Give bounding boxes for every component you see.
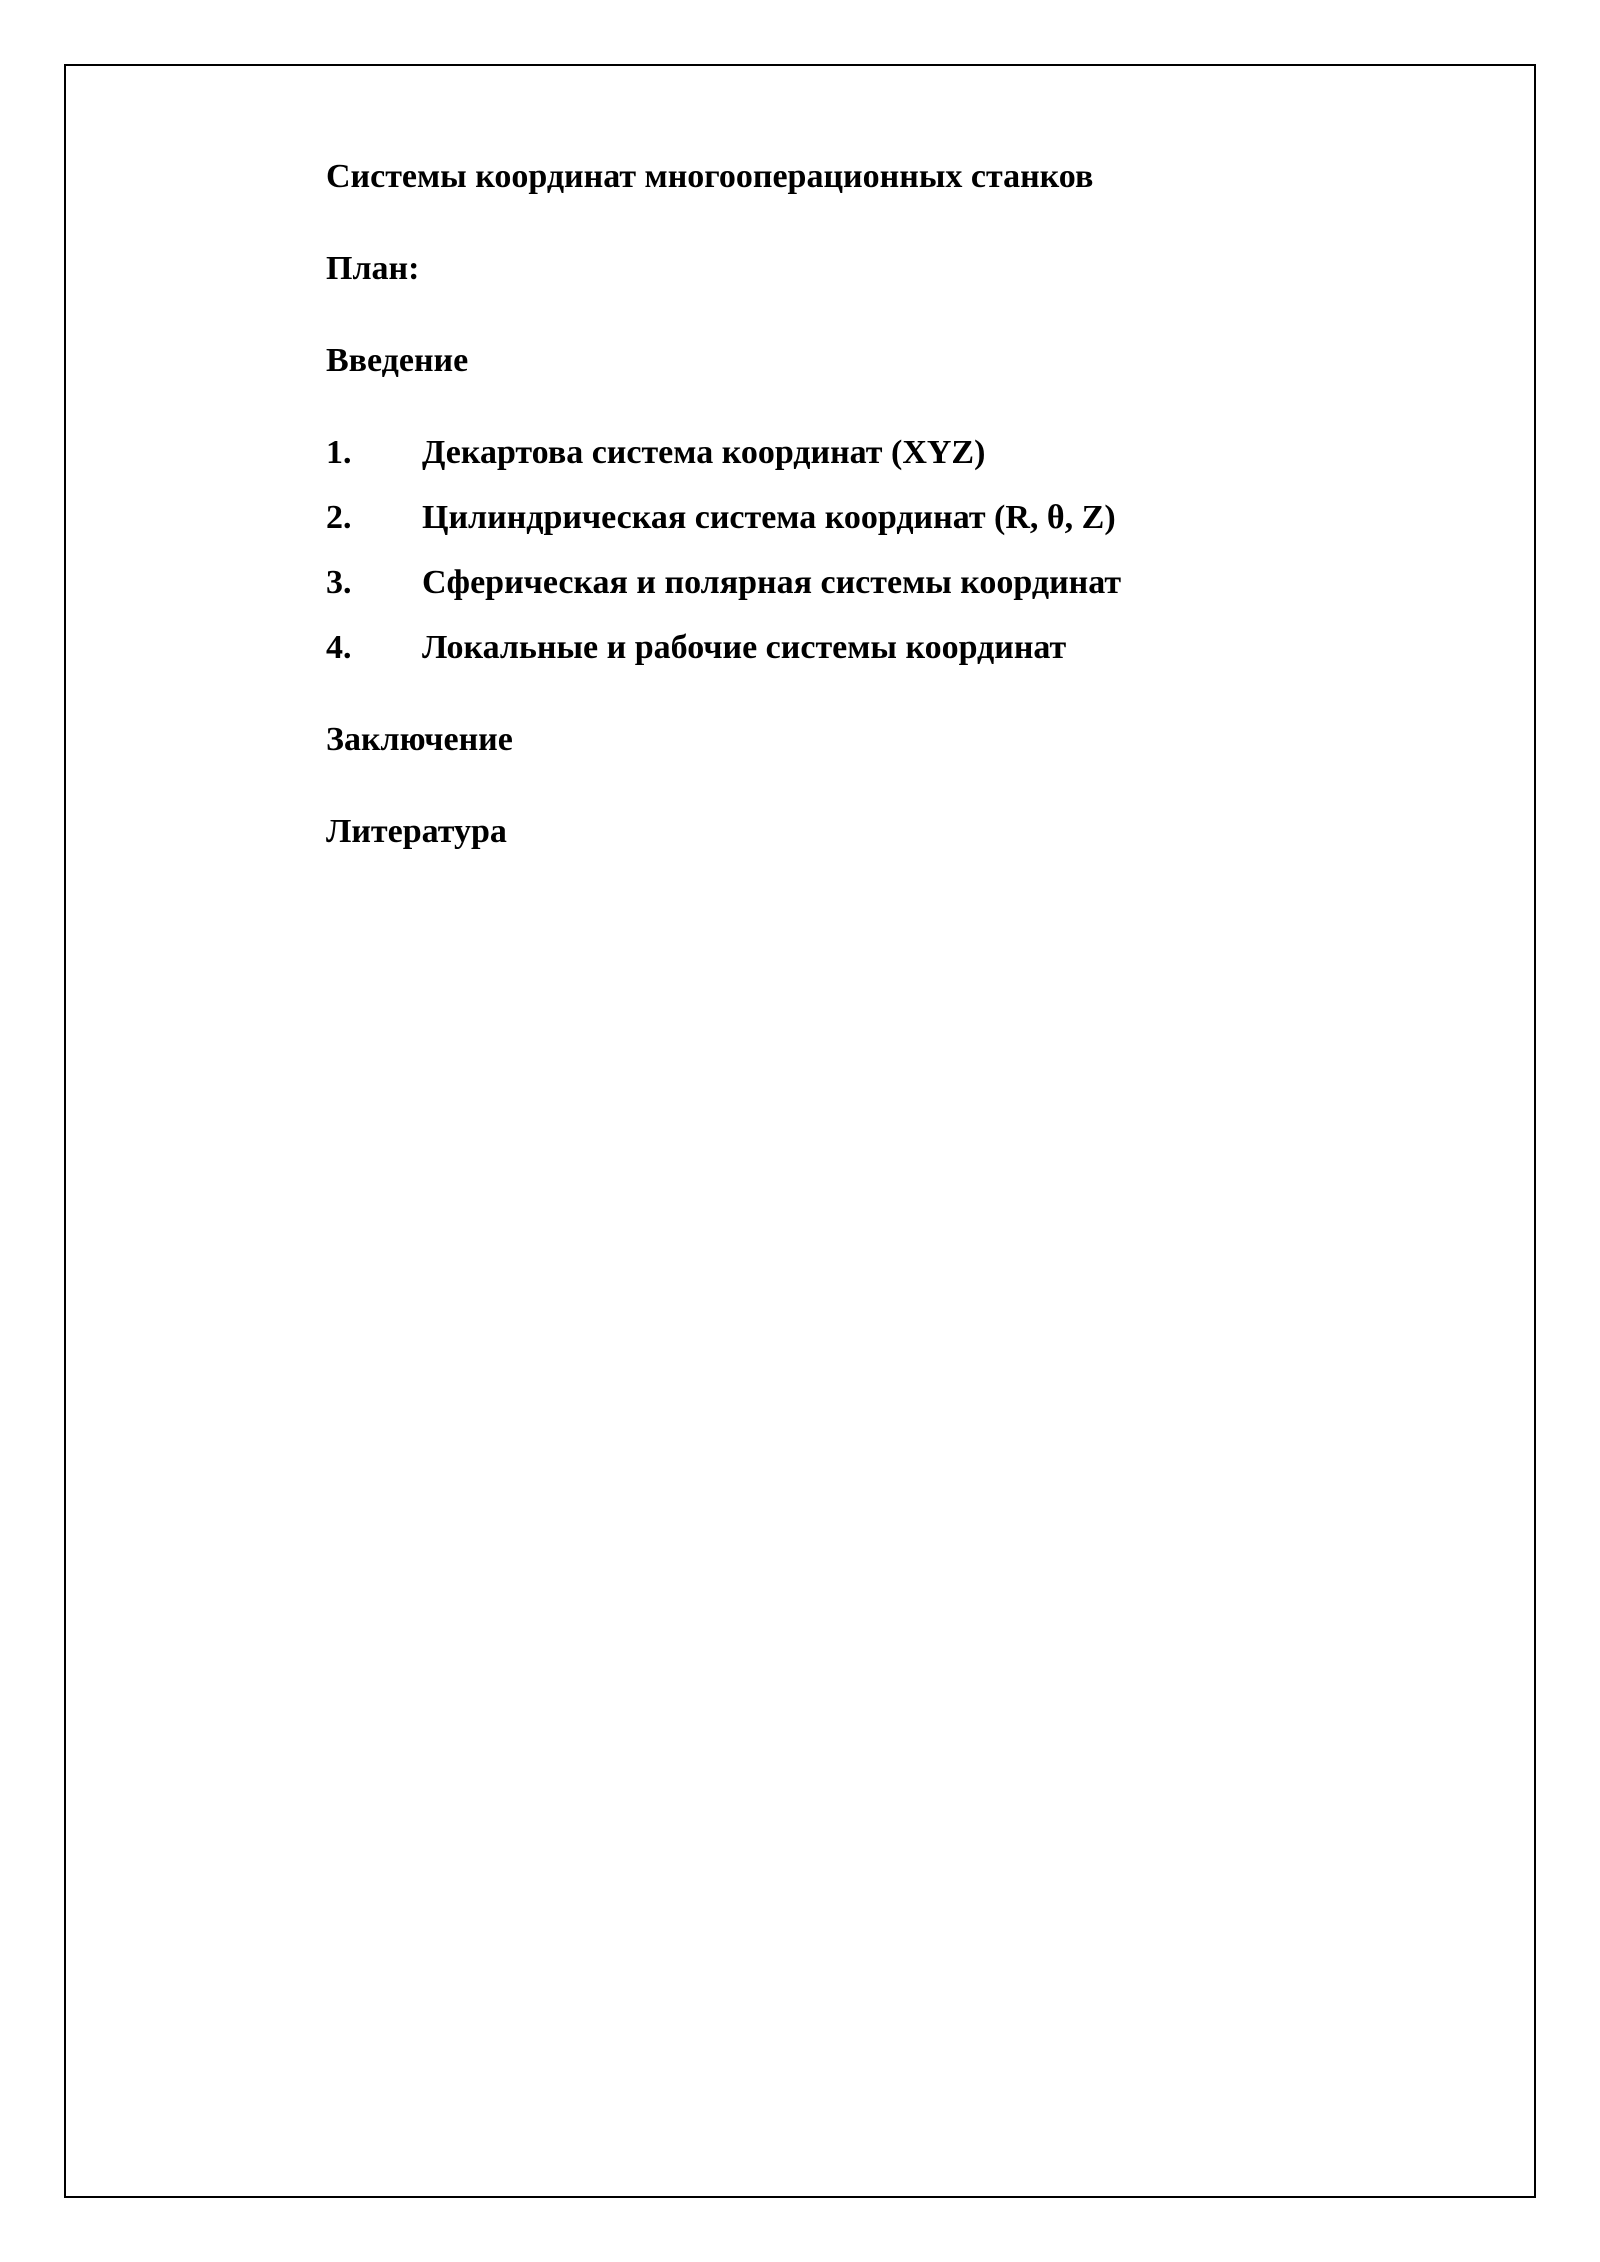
list-item-text: Цилиндрическая система координат (R, θ, Z) (422, 499, 1116, 536)
plan-list-item (326, 563, 1426, 603)
document-title: Системы координат многооперационных станков (326, 158, 1094, 195)
list-item-number: 3. (326, 564, 352, 601)
conclusion-heading: Заключение (326, 721, 513, 758)
list-item-text: Сферическая и полярная системы координат (422, 564, 1122, 601)
plan-heading: План: (326, 250, 420, 287)
plan-list-item (326, 433, 1426, 473)
list-item-number: 4. (326, 629, 352, 666)
list-item-text: Локальные и рабочие системы координат (422, 629, 1067, 666)
literature-heading: Литература (326, 813, 507, 850)
plan-list-item (326, 498, 1426, 538)
page-border (64, 64, 1536, 2198)
list-item-number: 2. (326, 499, 352, 536)
list-item-text: Декартова система координат (XYZ) (422, 434, 986, 471)
introduction-heading: Введение (326, 342, 469, 379)
list-item-number: 1. (326, 434, 352, 471)
plan-list-item (326, 628, 1426, 668)
